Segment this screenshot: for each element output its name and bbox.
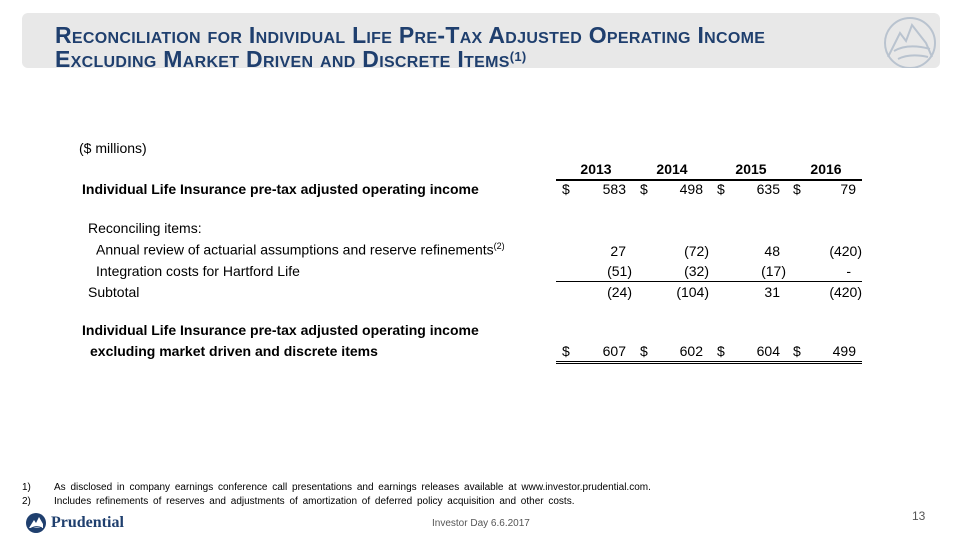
prudential-logo [25, 512, 124, 534]
integration-value-2013: (51) [607, 263, 632, 279]
annual-footnote-ref: (2) [493, 241, 505, 251]
total-rule-bottom [556, 363, 862, 364]
opinc-value-2013: 583 [602, 181, 626, 197]
footnote-2-text: Includes refinements of reserves and adjustments of amortization of deferred policy acquisition and other costs. [54, 496, 575, 507]
footnote-1-number: 1) [22, 482, 31, 493]
total-rule-top [556, 361, 862, 362]
page-number: 13 [912, 509, 926, 523]
footnote-1-text: As disclosed in company earnings conference call presentations and earnings releases available at www.investor.prudential.com. [54, 482, 651, 493]
rock-logo-icon [874, 13, 942, 68]
excluding-value-2016: 499 [832, 343, 856, 359]
title-bar [22, 13, 940, 72]
year-header-2016: 2016 [810, 161, 842, 177]
page-title [55, 23, 895, 71]
annual-value-2014: (72) [684, 243, 709, 259]
excluding-value-2014: 602 [679, 343, 703, 359]
row-label-subtotal: Subtotal [88, 284, 140, 300]
prudential-rock-icon [25, 512, 47, 534]
annual-value-2013: 27 [610, 243, 626, 259]
excluding-dollar-2016: $ [793, 343, 801, 359]
subtotal-rule [556, 281, 862, 282]
opinc-dollar-2014: $ [640, 181, 648, 197]
subtotal-value-2016: (420) [829, 284, 862, 300]
brand-name: Prudential [51, 514, 124, 531]
integration-value-2015: (17) [761, 263, 786, 279]
excluding-value-2013: 607 [602, 343, 626, 359]
opinc-dollar-2015: $ [717, 181, 725, 197]
year-header-2014: 2014 [656, 161, 688, 177]
integration-value-2014: (32) [684, 263, 709, 279]
row-label-excluding-line1: Individual Life Insurance pre-tax adjusted operating income [82, 322, 479, 338]
row-label-integration: Integration costs for Hartford Life [96, 263, 300, 279]
opinc-dollar-2016: $ [793, 181, 801, 197]
footnote-1 [22, 481, 651, 495]
row-label-annual [96, 241, 505, 258]
opinc-dollar-2013: $ [562, 181, 570, 197]
footnote-2-number: 2) [22, 496, 31, 507]
subtotal-value-2014: (104) [676, 284, 709, 300]
page-title-line2 [55, 47, 895, 71]
excluding-dollar-2015: $ [717, 343, 725, 359]
subtotal-value-2013: (24) [607, 284, 632, 300]
excluding-value-2015: 604 [756, 343, 780, 359]
opinc-value-2015: 635 [756, 181, 780, 197]
page-title-line1: Reconciliation for Individual Life Pre-Tax Adjusted Operating Income [55, 22, 766, 48]
title-footnote-ref: (1) [509, 49, 527, 64]
row-label-annual-text: Annual review of actuarial assumptions and reserve refinements [96, 241, 494, 258]
excluding-dollar-2014: $ [640, 343, 648, 359]
opinc-value-2016: 79 [840, 181, 856, 197]
footnote-2 [22, 495, 651, 509]
subtotal-value-2015: 31 [764, 284, 780, 300]
year-header-2015: 2015 [735, 161, 767, 177]
units-label: ($ millions) [79, 140, 147, 156]
page-title-line2-text: Excluding Market Driven and Discrete Items [55, 46, 510, 72]
integration-value-2016: - [846, 263, 851, 279]
row-label-opinc: Individual Life Insurance pre-tax adjusted operating income [82, 181, 479, 197]
year-header-2013: 2013 [580, 161, 612, 177]
annual-value-2016: (420) [829, 243, 862, 259]
footnotes [22, 481, 651, 509]
event-label: Investor Day 6.6.2017 [432, 518, 530, 529]
row-label-reconciling: Reconciling items: [88, 220, 202, 236]
annual-value-2015: 48 [764, 243, 780, 259]
excluding-dollar-2013: $ [562, 343, 570, 359]
row-label-excluding-line2: excluding market driven and discrete items [90, 343, 378, 359]
opinc-value-2014: 498 [679, 181, 703, 197]
